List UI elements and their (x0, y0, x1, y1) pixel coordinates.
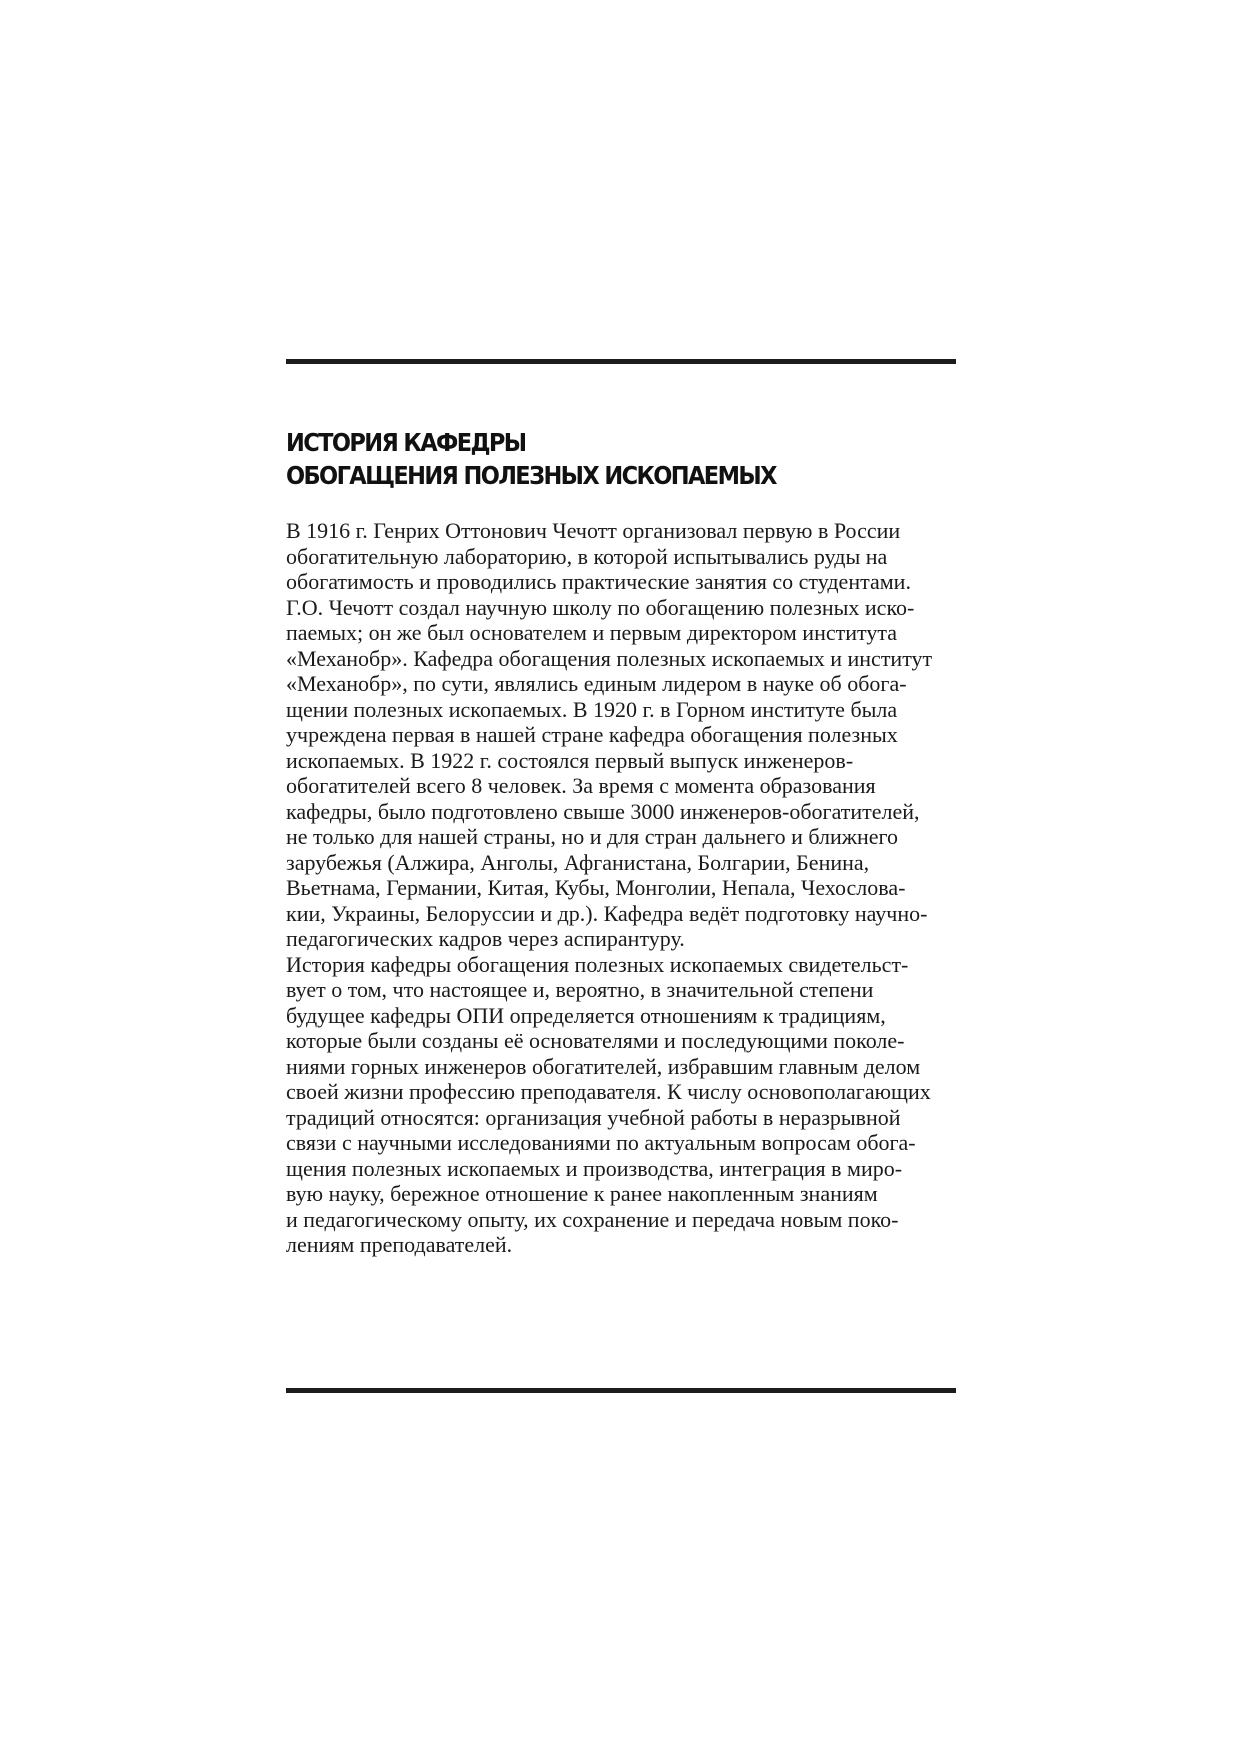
text-line: паемых; он же был основателем и первым директором института (286, 620, 897, 645)
heading-line-2: ОБОГАЩЕНИЯ ПОЛЕЗНЫХ ИСКОПАЕМЫХ (286, 461, 776, 490)
text-line: лениям преподавателей. (286, 1232, 513, 1257)
text-line: своей жизни профессию преподавателя. К числу основополагающих (286, 1079, 931, 1104)
text-line: педагогических кадров через аспирантуру. (286, 926, 685, 951)
text-line: В 1916 г. Генрих Оттонович Чечотт организовал первую в России (286, 518, 901, 543)
text-line: связи с научными исследованиями по актуальным вопросам обога- (286, 1130, 916, 1155)
text-line: которые были созданы её основателями и последующими поколе- (286, 1028, 905, 1053)
body-text (286, 518, 976, 1258)
text-line: щении полезных ископаемых. В 1920 г. в Горном институте была (286, 696, 898, 722)
text-line: щения полезных ископаемых и производства, интеграция в миро- (286, 1155, 903, 1181)
text-line: будущее кафедры ОПИ определяется отношениям к традициям, (286, 1002, 886, 1028)
text-line: «Механобр», по сути, являлись единым лидером в науке об обога- (286, 671, 907, 696)
text-line: вую науку, бережное отношение к ранее накопленным знаниям (286, 1181, 878, 1206)
text-line: Вьетнама, Германии, Китая, Кубы, Монголии, Непала, Чехослова- (286, 875, 906, 900)
text-line: «Механобр». Кафедра обогащения полезных ископаемых и институт (286, 645, 933, 671)
text-line: ниями горных инженеров обогатителей, избравшим главным делом (286, 1053, 921, 1079)
section-heading (286, 426, 966, 492)
text-line: ископаемых. В 1922 г. состоялся первый выпуск инженеров- (286, 747, 854, 773)
text-line: кафедры, было подготовлено свыше 3000 инженеров-обогатителей, (286, 798, 920, 824)
text-line: обогатимость и проводились практические занятия со студентами. (286, 569, 911, 594)
text-line: обогатителей всего 8 человек. За время с момента образования (286, 773, 876, 798)
heading-line-1: ИСТОРИЯ КАФЕДРЫ (286, 428, 526, 457)
text-line: обогатительную лабораторию, в которой испытывались руды на (286, 543, 888, 569)
text-line: зарубежья (Алжира, Анголы, Афганистана, Болгарии, Бенина, (286, 849, 870, 875)
text-line: учреждена первая в нашей стране кафедра обогащения полезных (286, 722, 898, 747)
text-line: традиций относятся: организация учебной работы в неразрывной (286, 1104, 901, 1130)
top-rule (286, 359, 956, 364)
text-line: кии, Украины, Белоруссии и др.). Кафедра ведёт подготовку научно- (286, 900, 928, 926)
text-line: История кафедры обогащения полезных ископаемых свидетельст- (286, 951, 909, 977)
text-line: и педагогическому опыту, их сохранение и передача новым поко- (286, 1206, 899, 1232)
bottom-rule (286, 1388, 956, 1393)
text-line: вует о том, что настоящее и, вероятно, в значительной степени (286, 977, 874, 1002)
text-line: не только для нашей страны, но и для стран дальнего и ближнего (286, 824, 899, 849)
text-line: Г.О. Чечотт создал научную школу по обогащению полезных иско- (286, 594, 915, 620)
